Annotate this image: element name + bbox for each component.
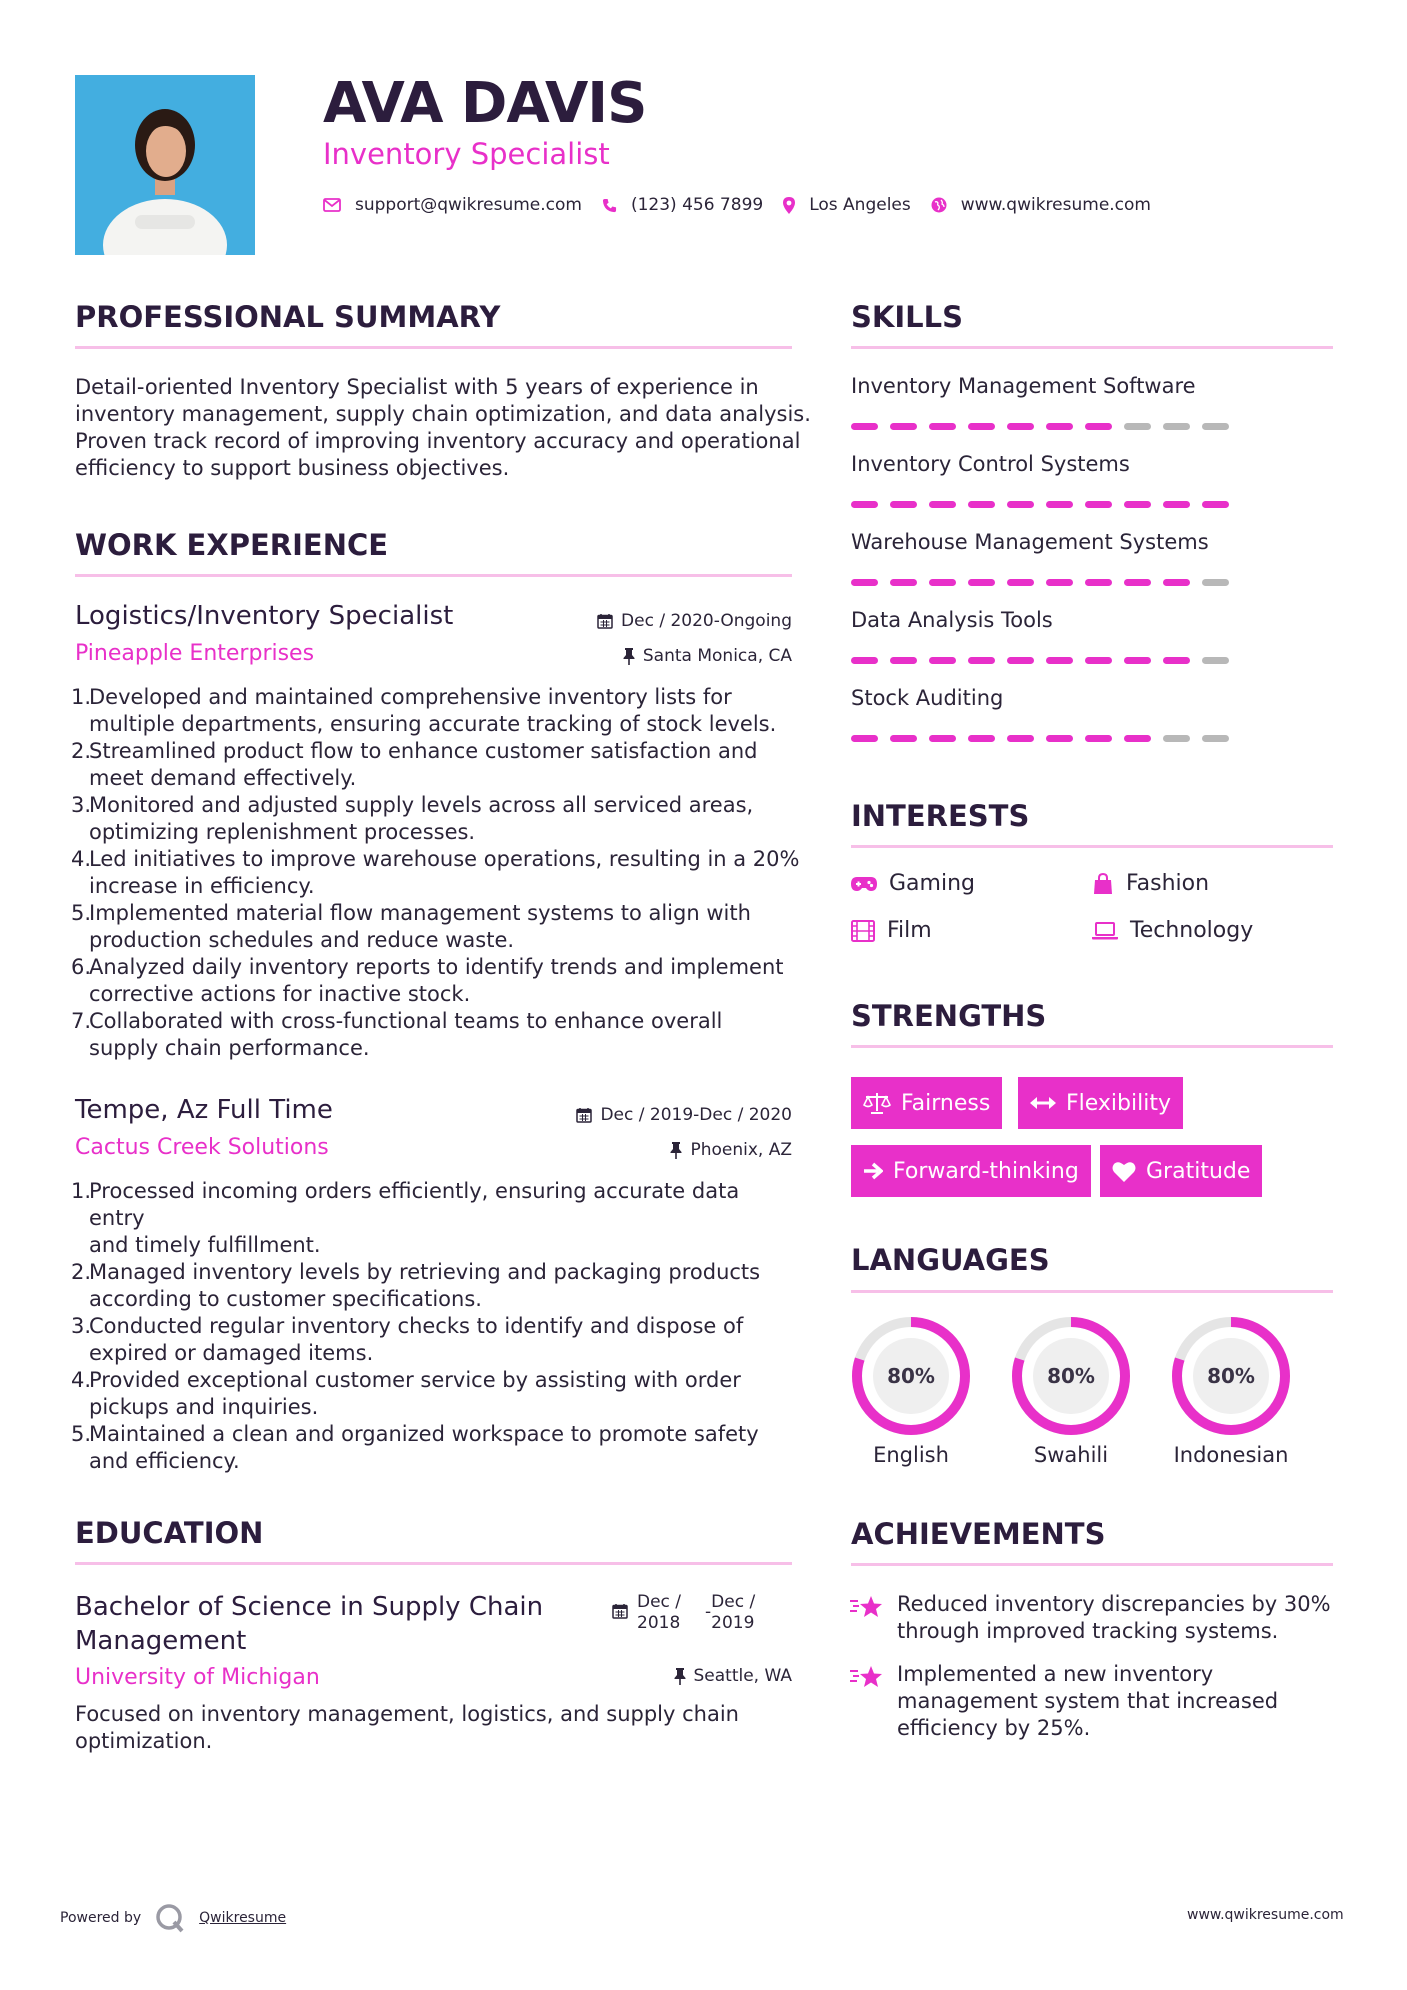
list-item: 1. Processed incoming orders efficiently, ensuring accurate data entry and timely fulfillment.	[71, 1179, 740, 1257]
experience-divider	[75, 574, 792, 577]
skill-dot-filled	[890, 501, 917, 508]
language-name: English	[873, 1443, 949, 1467]
heart-icon	[1112, 1161, 1136, 1182]
contact-phone[interactable]	[602, 195, 763, 215]
strength-tag-flexibility	[1018, 1077, 1183, 1129]
star-award-icon	[849, 1665, 883, 1689]
skill-dot-empty	[1202, 579, 1229, 586]
qwikresume-logo-icon	[155, 1903, 185, 1933]
list-item: 3. Monitored and adjusted supply levels across all serviced areas, optimizing replenishment processes.	[71, 793, 754, 844]
skill-dot-filled	[1007, 657, 1034, 664]
skill-dot-filled	[1163, 501, 1190, 508]
skill-item	[851, 606, 1333, 684]
skill-dot-filled	[851, 657, 878, 664]
achievement-line: Implemented a new inventory	[897, 1662, 1214, 1686]
skill-dot-filled	[929, 501, 956, 508]
gamepad-icon	[851, 876, 877, 892]
job-dates-text: Dec / 2020-Ongoing	[621, 611, 792, 631]
skill-item	[851, 528, 1333, 606]
skill-dot-filled	[1124, 579, 1151, 586]
skill-level-bar	[851, 657, 1333, 664]
summary-line: efficiency to support business objectives.	[75, 456, 510, 480]
list-item: 2. Managed inventory levels by retrieving and packaging products according to customer specifications.	[71, 1260, 761, 1311]
footer-powered-by	[60, 1903, 286, 1933]
education-desc-line: Focused on inventory management, logistics, and supply chain	[75, 1702, 739, 1726]
bullet-line: Implemented material flow management systems to align with	[89, 901, 751, 925]
language-progress-ring	[850, 1315, 972, 1437]
job-dates	[480, 1104, 792, 1126]
bullet-line: Conducted regular inventory checks to identify and dispose of	[89, 1314, 744, 1338]
skill-dot-filled	[890, 579, 917, 586]
skill-dot-filled	[1085, 501, 1112, 508]
list-item: 1. Developed and maintained comprehensive inventory lists for multiple departments, ensuring accurate tracking of stock levels.	[71, 685, 777, 736]
interest-label: Technology	[1130, 918, 1254, 943]
summary-text	[75, 374, 811, 482]
candidate-title: Inventory Specialist	[323, 137, 610, 171]
skill-dot-filled	[968, 501, 995, 508]
job-company: Cactus Creek Solutions	[75, 1135, 329, 1160]
contact-info	[323, 192, 1171, 218]
arrows-horizontal-icon	[1030, 1096, 1056, 1110]
bullet-line: expired or damaged items.	[89, 1341, 374, 1365]
skill-name: Data Analysis Tools	[851, 608, 1053, 632]
skill-dot-filled	[1046, 657, 1073, 664]
bullet-line: increase in efficiency.	[89, 874, 315, 898]
shopping-bag-icon	[1092, 873, 1114, 895]
skill-item	[851, 450, 1333, 528]
footer-url[interactable]: www.qwikresume.com	[1187, 1907, 1344, 1923]
contact-website-text: www.qwikresume.com	[960, 195, 1151, 215]
achievement-line: management system that increased	[897, 1689, 1279, 1713]
strength-label: Forward-thinking	[893, 1158, 1079, 1184]
achievements-divider	[851, 1563, 1333, 1566]
skill-name: Stock Auditing	[851, 686, 1004, 710]
strength-label: Flexibility	[1066, 1090, 1171, 1116]
strength-tag-fairness	[851, 1077, 1002, 1129]
language-item	[1170, 1315, 1292, 1469]
job-location	[480, 1139, 792, 1161]
powered-by-label: Powered by	[60, 1910, 142, 1926]
skill-dot-filled	[890, 657, 917, 664]
education-desc-line: optimization.	[75, 1729, 213, 1753]
bullet-line: Led initiatives to improve warehouse operations, resulting in a 20%	[89, 847, 800, 871]
summary-line: Proven track record of improving inventory accuracy and operational	[75, 429, 801, 453]
skill-dot-filled	[1124, 735, 1151, 742]
interest-item-technology	[1092, 917, 1253, 945]
job-location-text: Phoenix, AZ	[690, 1140, 792, 1160]
skill-dot-filled	[1007, 423, 1034, 430]
contact-location	[783, 195, 911, 215]
achievement-line: Reduced inventory discrepancies by 30%	[897, 1592, 1331, 1616]
skill-dot-filled	[851, 579, 878, 586]
job-title: Tempe, Az Full Time	[75, 1095, 333, 1125]
skills-heading: SKILLS	[851, 300, 963, 334]
skill-dot-empty	[1202, 423, 1229, 430]
education-end-date: Dec / 2019	[711, 1592, 756, 1633]
skill-dot-filled	[929, 735, 956, 742]
skill-dot-filled	[968, 423, 995, 430]
job-location-text: Santa Monica, CA	[642, 646, 792, 666]
star-award-icon	[849, 1595, 883, 1619]
skill-dot-empty	[1163, 423, 1190, 430]
calendar-icon	[612, 1603, 628, 1619]
bullet-line: Developed and maintained comprehensive inventory lists for	[89, 685, 732, 709]
bullet-line: Provided exceptional customer service by assisting with order	[89, 1368, 741, 1392]
skill-dot-filled	[1085, 735, 1112, 742]
skill-dot-filled	[1007, 579, 1034, 586]
summary-heading: PROFESSIONAL SUMMARY	[75, 300, 501, 334]
strength-label: Fairness	[901, 1090, 991, 1116]
skill-dot-filled	[1124, 501, 1151, 508]
skill-dot-filled	[968, 657, 995, 664]
strength-tag-forward-thinking	[851, 1145, 1091, 1197]
job-title: Logistics/Inventory Specialist	[75, 601, 454, 631]
language-item	[1010, 1315, 1132, 1469]
education-dates	[612, 1592, 755, 1634]
bullet-line: optimizing replenishment processes.	[89, 820, 476, 844]
contact-phone-text: (123) 456 7899	[630, 195, 764, 215]
education-heading: EDUCATION	[75, 1516, 264, 1550]
language-percent-label: 80%	[1207, 1364, 1255, 1388]
interest-label: Film	[887, 918, 932, 943]
achievement-line: through improved tracking systems.	[897, 1619, 1279, 1643]
bullet-line: corrective actions for inactive stock.	[89, 982, 471, 1006]
pushpin-icon	[674, 1668, 686, 1685]
language-percent-label: 80%	[887, 1364, 935, 1388]
summary-line: inventory management, supply chain optimization, and data analysis.	[75, 402, 811, 426]
contact-website[interactable]	[931, 195, 1151, 215]
interest-item-gaming	[851, 870, 975, 898]
job-bullet-list	[71, 1178, 801, 1475]
achievement-item	[849, 1661, 1278, 1742]
bullet-line: Analyzed daily inventory reports to identify trends and implement	[89, 955, 784, 979]
strengths-divider	[851, 1045, 1333, 1048]
skill-dot-filled	[1046, 423, 1073, 430]
skill-dot-filled	[890, 423, 917, 430]
achievement-line: efficiency by 25%.	[897, 1716, 1091, 1740]
phone-icon	[602, 198, 617, 213]
skill-dot-filled	[929, 657, 956, 664]
skill-dot-filled	[929, 579, 956, 586]
bullet-line: multiple departments, ensuring accurate tracking of stock levels.	[89, 712, 777, 736]
arrow-right-icon	[863, 1162, 883, 1180]
skill-dot-filled	[1202, 501, 1229, 508]
laptop-icon	[1092, 922, 1118, 940]
bullet-line: according to customer specifications.	[89, 1287, 482, 1311]
date-separator: -	[705, 1602, 712, 1622]
job-location	[480, 645, 792, 667]
bullet-line: pickups and inquiries.	[89, 1395, 319, 1419]
summary-line: Detail-oriented Inventory Specialist with 5 years of experience in	[75, 375, 759, 399]
skill-dot-filled	[1007, 501, 1034, 508]
film-icon	[851, 920, 875, 942]
list-item: 6. Analyzed daily inventory reports to identify trends and implement corrective actions for inactive stock.	[71, 955, 784, 1006]
interest-item-fashion	[1092, 870, 1209, 898]
contact-location-text: Los Angeles	[809, 195, 911, 215]
skill-dot-filled	[968, 735, 995, 742]
footer-brand-link[interactable]: Qwikresume	[199, 1910, 287, 1926]
list-item: 4. Provided exceptional customer service by assisting with order pickups and inquiries.	[71, 1368, 741, 1419]
bullet-line: Maintained a clean and organized workspace to promote safety	[89, 1422, 759, 1446]
skill-dot-filled	[1046, 579, 1073, 586]
skill-dot-filled	[1085, 657, 1112, 664]
skill-item	[851, 372, 1333, 450]
language-name: Indonesian	[1173, 1443, 1289, 1467]
skill-dot-filled	[890, 735, 917, 742]
education-location-text: Seattle, WA	[693, 1666, 792, 1686]
skill-dot-filled	[851, 501, 878, 508]
skill-dot-filled	[1124, 657, 1151, 664]
bullet-line: Streamlined product flow to enhance customer satisfaction and	[89, 739, 758, 763]
list-item: 3. Conducted regular inventory checks to identify and dispose of expired or damaged items.	[71, 1314, 744, 1365]
strengths-heading: STRENGTHS	[851, 999, 1047, 1033]
education-location	[480, 1665, 792, 1687]
skill-dot-empty	[1202, 735, 1229, 742]
skill-dot-filled	[1163, 657, 1190, 664]
skill-dot-filled	[851, 423, 878, 430]
bullet-line: and timely fulfillment.	[89, 1233, 321, 1257]
list-item: 7. Collaborated with cross-functional teams to enhance overall supply chain performance.	[71, 1009, 723, 1060]
globe-icon	[931, 197, 947, 213]
skill-dot-filled	[1163, 579, 1190, 586]
bullet-line: Collaborated with cross-functional teams to enhance overall	[89, 1009, 723, 1033]
degree-line: Management	[75, 1626, 247, 1656]
education-divider	[75, 1562, 792, 1565]
list-item: 5. Implemented material flow management systems to align with production schedules and reduce waste.	[71, 901, 751, 952]
skill-dot-filled	[1085, 579, 1112, 586]
skill-level-bar	[851, 501, 1333, 508]
list-item: 4. Led initiatives to improve warehouse operations, resulting in a 20% increase in efficiency.	[71, 847, 800, 898]
job-bullet-list	[71, 684, 801, 1062]
interest-label: Gaming	[889, 871, 975, 896]
skill-level-bar	[851, 579, 1333, 586]
profile-photo	[75, 75, 255, 255]
interest-label: Fashion	[1126, 871, 1210, 896]
language-progress-ring	[1010, 1315, 1132, 1437]
languages-divider	[851, 1290, 1333, 1293]
language-progress-ring	[1170, 1315, 1292, 1437]
skill-dot-filled	[1046, 735, 1073, 742]
pushpin-icon	[670, 1142, 682, 1159]
list-item: 5. Maintained a clean and organized workspace to promote safety and efficiency.	[71, 1422, 759, 1473]
languages-heading: LANGUAGES	[851, 1243, 1050, 1277]
skills-list	[851, 372, 1333, 762]
skill-dot-filled	[851, 735, 878, 742]
contact-email-text: support@qwikresume.com	[355, 195, 582, 215]
bullet-line: Processed incoming orders efficiently, ensuring accurate data entry	[89, 1179, 740, 1230]
bullet-line: Managed inventory levels by retrieving and packaging products	[89, 1260, 761, 1284]
skill-name: Inventory Management Software	[851, 374, 1196, 398]
job-dates-text: Dec / 2019-Dec / 2020	[600, 1105, 792, 1125]
languages-list	[850, 1315, 1292, 1469]
skill-dot-filled	[929, 423, 956, 430]
interest-item-film	[851, 917, 932, 945]
strength-tag-gratitude	[1100, 1145, 1262, 1197]
skill-level-bar	[851, 423, 1333, 430]
achievements-heading: ACHIEVEMENTS	[851, 1517, 1106, 1551]
skill-dot-empty	[1163, 735, 1190, 742]
list-item: 2. Streamlined product flow to enhance customer satisfaction and meet demand effectively.	[71, 739, 758, 790]
interests-divider	[851, 845, 1333, 848]
calendar-icon	[576, 1107, 592, 1123]
bullet-line: production schedules and reduce waste.	[89, 928, 515, 952]
interests-heading: INTERESTS	[851, 799, 1030, 833]
strength-label: Gratitude	[1146, 1158, 1251, 1184]
language-item	[850, 1315, 972, 1469]
bullet-line: supply chain performance.	[89, 1036, 370, 1060]
skills-divider	[851, 346, 1333, 349]
skill-name: Warehouse Management Systems	[851, 530, 1209, 554]
skill-dot-filled	[1007, 735, 1034, 742]
envelope-icon	[323, 198, 341, 212]
summary-divider	[75, 346, 792, 349]
candidate-name: AVA DAVIS	[323, 71, 647, 136]
pushpin-icon	[623, 648, 635, 665]
skill-dot-empty	[1202, 657, 1229, 664]
map-pin-icon	[783, 197, 795, 214]
language-name: Swahili	[1033, 1443, 1109, 1467]
education-start-date: Dec / 2018	[637, 1592, 682, 1633]
skill-item	[851, 684, 1333, 762]
calendar-icon	[597, 613, 613, 629]
skill-dot-filled	[1085, 423, 1112, 430]
degree-title	[75, 1590, 543, 1658]
skill-dot-filled	[968, 579, 995, 586]
bullet-line: meet demand effectively.	[89, 766, 357, 790]
degree-line: Bachelor of Science in Supply Chain	[75, 1592, 544, 1622]
language-percent-label: 80%	[1047, 1364, 1095, 1388]
school-name: University of Michigan	[75, 1665, 320, 1690]
education-description	[75, 1701, 739, 1755]
job-company: Pineapple Enterprises	[75, 641, 315, 666]
balance-scale-icon	[863, 1092, 891, 1114]
experience-heading: WORK EXPERIENCE	[75, 528, 389, 562]
job-dates	[480, 610, 792, 632]
skill-level-bar	[851, 735, 1333, 742]
skill-name: Inventory Control Systems	[851, 452, 1130, 476]
skill-dot-filled	[1046, 501, 1073, 508]
skill-dot-empty	[1124, 423, 1151, 430]
contact-email[interactable]	[323, 195, 582, 215]
achievement-item	[849, 1591, 1331, 1645]
bullet-line: Monitored and adjusted supply levels across all serviced areas,	[89, 793, 754, 817]
bullet-line: and efficiency.	[89, 1449, 240, 1473]
